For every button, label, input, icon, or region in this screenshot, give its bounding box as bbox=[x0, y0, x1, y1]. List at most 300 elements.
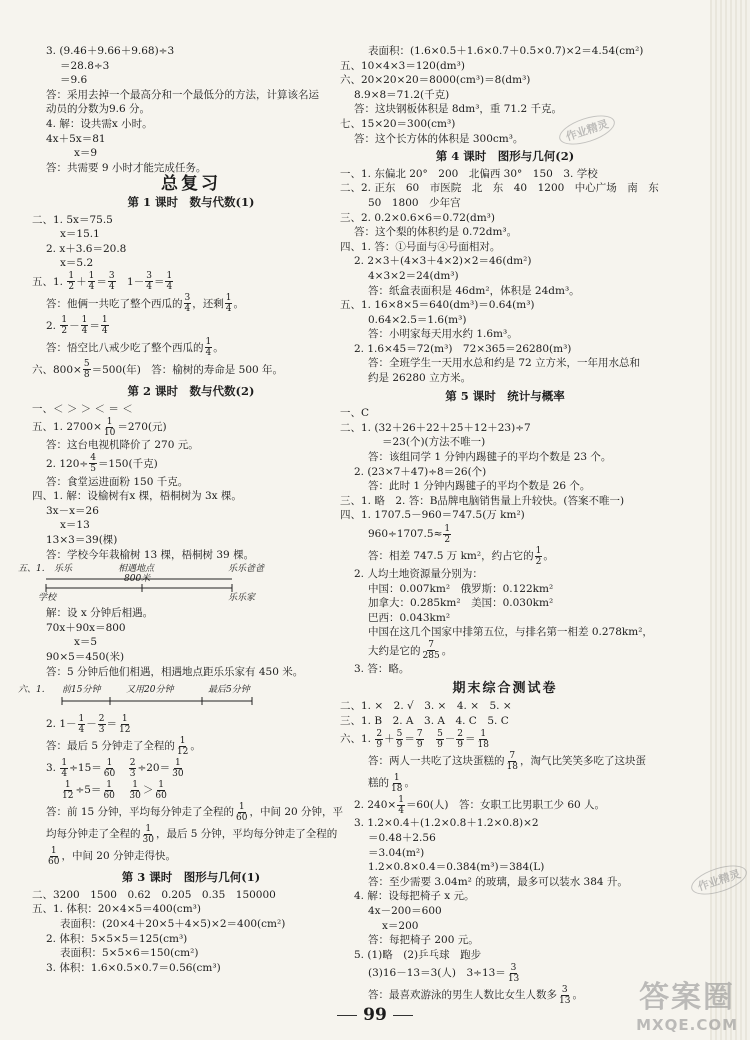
text-run: ，中间 20 分钟走得快。 bbox=[61, 850, 176, 863]
answer-line: 动员的分数为9.6 分。 bbox=[46, 103, 151, 116]
fraction bbox=[184, 293, 192, 314]
fraction-denominator: 12 bbox=[62, 790, 74, 801]
fraction bbox=[83, 359, 91, 380]
answer-line: 二、1. (32＋26＋22＋25＋12＋23)÷7 bbox=[340, 421, 531, 434]
fraction-denominator: 60 bbox=[155, 790, 167, 801]
answer-line-with-fraction bbox=[340, 545, 670, 567]
text-run: ＋ bbox=[384, 733, 395, 746]
diagram2-seg1: 前15分钟 bbox=[62, 685, 101, 696]
answer-line-with-fraction bbox=[32, 315, 350, 337]
fraction-denominator: 3 bbox=[129, 768, 136, 779]
text-run: － bbox=[444, 733, 456, 746]
text-run: － bbox=[69, 319, 80, 332]
answer-line: 答：这台电视机降价了 270 元。 bbox=[46, 439, 199, 452]
answer-line-with-fraction bbox=[340, 794, 670, 816]
fraction-denominator: 18 bbox=[506, 761, 518, 772]
fraction-denominator: 18 bbox=[391, 783, 403, 794]
answer-line: 表面积：(1.6×0.5＋1.6×0.7＋0.5×0.7)×2＝4.54(cm²) bbox=[368, 45, 644, 57]
answer-line: 答：共需要 9 小时才能完成任务。 bbox=[46, 161, 207, 174]
fraction-denominator: 18 bbox=[477, 739, 489, 750]
fraction-numerator: 1 bbox=[166, 271, 173, 282]
fraction-denominator: 60 bbox=[103, 768, 116, 779]
answer-line: 答：这块钢板体积是 8dm³，重 71.2 千克。 bbox=[354, 103, 562, 116]
answer-line: ＝9.6 bbox=[60, 74, 88, 87]
fraction bbox=[129, 758, 137, 779]
fraction-numerator: 1 bbox=[179, 735, 186, 746]
fraction bbox=[103, 417, 116, 438]
text-run: 均每分钟走了全程的 bbox=[46, 828, 141, 841]
answer-line: 2. 1.6×45＝72(m³) 72×365＝26280(m³) bbox=[354, 342, 572, 355]
answer-line: 答：采用去掉一个最高分和一个最低分的方法，计算该名运 bbox=[46, 88, 319, 101]
page-number-dash-left bbox=[337, 1015, 357, 1016]
answer-line: 五、1. 16×8×5＝640(dm³)＝0.64(m³) bbox=[340, 299, 535, 312]
text-run: 五、1. bbox=[32, 275, 67, 288]
answer-line: 答：至少需要 3.04m² 的玻璃，最多可以装水 384 升。 bbox=[368, 875, 628, 888]
meeting-diagram-lines bbox=[32, 564, 332, 604]
answer-line: 答：这个长方体的体积是 300cm³。 bbox=[354, 132, 524, 145]
fraction bbox=[416, 729, 424, 750]
answer-line: 答：食堂运进面粉 150 千克。 bbox=[46, 475, 189, 488]
fraction-denominator: 9 bbox=[416, 739, 423, 750]
fraction-denominator: 4 bbox=[398, 805, 404, 816]
answer-line-with-fraction bbox=[32, 845, 350, 867]
fraction-numerator: 1 bbox=[393, 772, 400, 783]
walk-segments-diagram bbox=[18, 681, 350, 711]
fraction-numerator: 1 bbox=[64, 779, 71, 790]
answer-line-with-fraction bbox=[32, 801, 350, 823]
text-run: 答：他俩一共吃了整个西瓜的 bbox=[46, 297, 183, 310]
answer-line: 3. 答：略。 bbox=[354, 662, 410, 675]
fraction-numerator: 1 bbox=[238, 801, 245, 812]
fraction-numerator: 2 bbox=[98, 713, 105, 724]
fraction bbox=[375, 729, 383, 750]
answer-line: 加拿大：0.285km² 美国：0.030km² bbox=[368, 597, 554, 610]
answer-line-with-fraction bbox=[340, 750, 670, 772]
answer-line: 2. 体积：5×5×5＝125(cm³) bbox=[46, 932, 188, 945]
fraction bbox=[558, 985, 571, 1006]
answer-line: 0.64×2.5＝1.6(m³) bbox=[368, 313, 467, 326]
fraction bbox=[477, 729, 490, 750]
answer-line: 五、10×4×3＝120(dm³) bbox=[340, 59, 465, 72]
fraction bbox=[396, 729, 404, 750]
text-run: ÷5＝ bbox=[75, 784, 102, 797]
answer-line: 二、1. 5x＝75.5 bbox=[32, 213, 113, 226]
diagram-label-home: 乐乐家 bbox=[228, 593, 256, 604]
fraction-denominator: 60 bbox=[236, 812, 248, 823]
lesson-heading: 第 4 课时 图形与几何(2) bbox=[435, 149, 575, 164]
diagram-prefix: 五、1. bbox=[18, 564, 45, 575]
fraction-numerator: 1 bbox=[121, 713, 128, 724]
answer-line-with-fraction bbox=[32, 337, 350, 359]
fraction-denominator: 9 bbox=[376, 739, 383, 750]
fraction bbox=[128, 780, 141, 801]
fraction-numerator: 1 bbox=[174, 757, 181, 768]
answer-line-with-fraction bbox=[32, 359, 350, 381]
watermark-stamp: 作业精灵 bbox=[688, 860, 750, 901]
text-run: 答：两人一共吃了这块蛋糕的 bbox=[368, 755, 505, 768]
fraction-denominator: 13 bbox=[507, 973, 520, 984]
fraction bbox=[60, 758, 68, 779]
fraction-denominator: 4 bbox=[184, 304, 191, 315]
text-run: ，中间 20 分钟，平 bbox=[249, 806, 344, 819]
answer-line: x＝13 bbox=[60, 519, 90, 532]
text-run: ÷20＝ bbox=[137, 762, 171, 775]
text-run: 答：最后 5 分钟走了全程的 bbox=[46, 740, 175, 753]
fraction-numerator: 3 bbox=[561, 984, 568, 995]
watermark-title: 答案圈 bbox=[639, 980, 736, 1015]
fraction-denominator: 30 bbox=[172, 768, 184, 779]
left-column bbox=[18, 44, 350, 975]
answer-line-with-fraction bbox=[32, 293, 350, 315]
text-run: ＝ bbox=[96, 275, 107, 288]
fraction-denominator: 4 bbox=[78, 724, 85, 735]
page-number-value: 99 bbox=[363, 1005, 387, 1025]
answer-line: 3. (9.46＋9.66＋9.68)÷3 bbox=[46, 45, 175, 57]
text-run: 六、800× bbox=[32, 363, 82, 376]
answer-line: 1.2×0.8×0.4＝0.384(m³)＝384(L) bbox=[368, 861, 545, 874]
fraction-denominator: 8 bbox=[83, 370, 90, 381]
lesson-heading: 第 3 课时 图形与几何(1) bbox=[121, 870, 261, 885]
meeting-diagram bbox=[18, 564, 350, 604]
answer-line: 答：纸盒表面积是 46dm²，体积是 24dm³。 bbox=[368, 284, 580, 297]
fraction-denominator: 4 bbox=[101, 326, 108, 337]
fraction bbox=[103, 758, 116, 779]
fraction bbox=[81, 315, 89, 336]
text-run: ＝500(年) 答：榆树的寿命是 500 年。 bbox=[91, 363, 284, 376]
text-run: 。 bbox=[572, 989, 583, 1002]
answer-line: 2. 2×3＋(4×3＋4×2)×2＝46(dm²) bbox=[354, 255, 532, 268]
watermark-url: MXQE.COM bbox=[636, 1016, 738, 1034]
answer-line-with-fraction bbox=[32, 823, 350, 845]
fraction-numerator: 1 bbox=[50, 845, 57, 856]
fraction-numerator: 1 bbox=[106, 757, 113, 768]
text-run: 答：悟空比八戒少吃了整个西瓜的 bbox=[46, 341, 204, 354]
fraction bbox=[436, 729, 444, 750]
text-run: 。 bbox=[190, 740, 201, 753]
answer-line: 4x＋5x＝81 bbox=[46, 132, 106, 145]
fraction bbox=[390, 773, 403, 794]
text-run: 2. 240× bbox=[354, 799, 397, 812]
fraction-numerator: 1 bbox=[225, 293, 232, 304]
text-run: 大约是它的 bbox=[368, 644, 421, 657]
fraction-numerator: 4 bbox=[90, 453, 96, 464]
diagram-label-dad: 乐乐爸爸 bbox=[228, 564, 265, 575]
answer-line: 三、2. 0.2×0.6×6＝0.72(dm³) bbox=[340, 211, 495, 224]
fraction bbox=[456, 729, 464, 750]
answer-line: ＝28.8÷3 bbox=[60, 59, 110, 72]
fraction-denominator: 4 bbox=[108, 282, 115, 293]
answer-line: 4×3×2＝24(dm³) bbox=[368, 269, 459, 282]
text-run: ，最后 5 分钟，平均每分钟走了全程的 bbox=[155, 828, 338, 841]
text-run: ＝ bbox=[106, 718, 118, 731]
fraction bbox=[60, 315, 68, 336]
text-run: ÷15＝ bbox=[69, 762, 102, 775]
text-run: 2. bbox=[46, 319, 60, 332]
diagram-distance: 800米 bbox=[124, 574, 151, 585]
fraction bbox=[235, 802, 248, 823]
text-run: (3)16－13＝3(人) 3÷13＝ bbox=[368, 967, 506, 980]
lesson-heading: 第 1 课时 数与代数(1) bbox=[127, 194, 255, 209]
answer-line: ＝3.04(m²) bbox=[368, 846, 425, 859]
text-run: 答：相差 747.5 万 km²，约占它的 bbox=[368, 550, 534, 562]
answer-line: 四、1. 答：①号面与④号面相对。 bbox=[340, 240, 501, 253]
fraction-numerator: 2 bbox=[457, 728, 464, 739]
answer-line: 4. 解：设每把椅子 x 元。 bbox=[354, 890, 475, 903]
fraction-numerator: 1 bbox=[398, 794, 404, 805]
fraction-numerator: 1 bbox=[61, 757, 68, 768]
text-run: ＝60(人) 答：女职工比男职工少 60 人。 bbox=[405, 799, 606, 812]
fraction-numerator: 1 bbox=[78, 713, 85, 724]
fraction bbox=[225, 293, 233, 314]
fraction-numerator: 7 bbox=[509, 750, 516, 761]
answer-line-with-fraction bbox=[32, 271, 350, 293]
fraction-denominator: 285 bbox=[422, 651, 440, 662]
review-title: 总复习 bbox=[161, 174, 221, 195]
answer-line-with-fraction bbox=[32, 757, 350, 779]
site-watermark bbox=[636, 972, 738, 1034]
text-run: ＝ bbox=[153, 275, 165, 288]
text-run bbox=[117, 762, 128, 774]
answer-line: 3. 体积：1.6×0.5×0.7＝0.56(cm³) bbox=[46, 961, 221, 974]
answer-line-with-fraction bbox=[340, 640, 670, 662]
right-column bbox=[340, 44, 670, 1006]
text-run: ＞ bbox=[142, 784, 154, 797]
fraction bbox=[47, 846, 60, 867]
fraction bbox=[443, 524, 451, 545]
answer-line: 答：每把椅子 200 元。 bbox=[368, 934, 479, 947]
answer-line: 50 1800 少年宫 bbox=[368, 196, 461, 209]
text-run: 。 bbox=[404, 777, 415, 790]
diagram2-seg3: 最后5分钟 bbox=[208, 685, 250, 696]
text-run: 2. 1－ bbox=[46, 718, 77, 731]
answer-line: 三、1. B 2. A 3. A 4. C 5. C bbox=[340, 714, 509, 727]
answer-line: 表面积：(20×4＋20×5＋4×5)×2＝400(cm²) bbox=[60, 918, 286, 930]
fraction-denominator: 2 bbox=[61, 326, 68, 337]
fraction-numerator: 1 bbox=[205, 337, 212, 348]
fraction-denominator: 2 bbox=[444, 534, 451, 545]
answer-line: 二、1. × 2. √ 3. × 4. × 5. × bbox=[340, 700, 512, 713]
fraction-numerator: 1 bbox=[106, 416, 113, 427]
fraction bbox=[118, 714, 131, 735]
answer-line: 一、C bbox=[340, 407, 370, 420]
fraction bbox=[142, 824, 155, 845]
fraction bbox=[205, 337, 213, 358]
answer-line: 答：5 分钟后他们相遇，相遇地点距乐乐家有 450 米。 bbox=[46, 665, 304, 678]
text-run: 答：前 15 分钟，平均每分钟走了全程的 bbox=[46, 806, 235, 819]
fraction bbox=[89, 453, 97, 474]
fraction-numerator: 1 bbox=[101, 315, 108, 326]
diagram-label-school: 学校 bbox=[38, 593, 57, 604]
fraction-numerator: 7 bbox=[416, 728, 423, 739]
answer-line: 一、1. 东偏北 20° 200 北偏西 30° 150 3. 学校 bbox=[340, 167, 598, 180]
text-run: ＋ bbox=[76, 275, 87, 288]
text-run: ＝ bbox=[89, 319, 100, 332]
answer-line: 4x－200＝600 bbox=[368, 904, 442, 917]
answer-line: 4. 解：设共需x 小时。 bbox=[46, 117, 153, 130]
answer-line: 90×5＝450(米) bbox=[46, 651, 125, 664]
answer-line: ＝23(个)(方法不唯一) bbox=[382, 436, 486, 449]
fraction bbox=[78, 714, 86, 735]
fraction bbox=[61, 780, 74, 801]
answer-line: 5. (1)略 (2)乒乓球 跑步 bbox=[354, 948, 482, 961]
fraction-denominator: 9 bbox=[396, 739, 403, 750]
fraction bbox=[67, 271, 75, 292]
answer-line: 答：此时 1 分钟内踢毽子的平均个数是 26 个。 bbox=[368, 480, 591, 493]
fraction bbox=[422, 640, 441, 661]
fraction-numerator: 1 bbox=[535, 545, 542, 556]
fraction-numerator: 5 bbox=[437, 728, 443, 739]
fraction bbox=[101, 315, 109, 336]
answer-line: 中国：0.007km² 俄罗斯：0.122km² bbox=[368, 582, 554, 595]
answer-line: 2. x＋3.6＝20.8 bbox=[46, 242, 127, 255]
answer-line: 70x＋90x＝800 bbox=[46, 621, 126, 634]
watermark-stamp: 作业精灵 bbox=[556, 110, 619, 151]
fraction-denominator: 12 bbox=[119, 724, 131, 735]
fraction-numerator: 3 bbox=[184, 293, 191, 304]
answer-line: 二、3200 1500 0.62 0.205 0.35 150000 bbox=[32, 888, 276, 901]
fraction bbox=[397, 795, 405, 816]
fraction-denominator: 3 bbox=[98, 724, 105, 735]
answer-line: 三、1. 略 2. 答：B品牌电脑销售量上升较快。(答案不唯一) bbox=[340, 494, 625, 507]
fraction-numerator: 5 bbox=[83, 359, 90, 370]
fraction-denominator: 4 bbox=[225, 304, 232, 315]
answer-line: 中国在这几个国家中排第五位，与排名第一相差 0.278km²， bbox=[368, 626, 653, 639]
final-test-title: 期末综合测试卷 bbox=[452, 680, 558, 696]
answer-line: 答：该组同学 1 分钟内踢毽子的平均个数是 23 个。 bbox=[368, 451, 612, 464]
fraction bbox=[88, 271, 96, 292]
lesson-heading: 第 5 课时 统计与概率 bbox=[445, 388, 565, 403]
text-run: ，淘气比笑笑多吃了这块蛋 bbox=[519, 755, 646, 768]
answer-line: 七、15×20＝300(cm³) bbox=[340, 117, 456, 130]
text-run: 2. 120÷ bbox=[46, 457, 89, 470]
text-run: ＝ bbox=[465, 733, 476, 746]
fraction-denominator: 10 bbox=[103, 427, 116, 438]
fraction-denominator: 4 bbox=[166, 282, 173, 293]
answer-line: 3x－x＝26 bbox=[46, 504, 99, 517]
answer-line: 答：小明家每天用水约 1.6m³。 bbox=[368, 328, 518, 341]
answer-line: 答：这个梨的体积约是 0.72dm³。 bbox=[354, 226, 518, 239]
fraction bbox=[102, 780, 115, 801]
text-run: 960÷1707.5≈ bbox=[368, 528, 443, 540]
fraction-numerator: 1 bbox=[88, 271, 95, 282]
text-run: 答：最喜欢游泳的男生人数比女生人数多 bbox=[368, 989, 557, 1002]
fraction-denominator: 2 bbox=[68, 282, 75, 293]
text-run: ＝150(千克) bbox=[97, 457, 158, 470]
text-run: 。 bbox=[213, 341, 224, 354]
answer-line: 答：全班学生一天用水总和约是 72 立方米，一年用水总和 bbox=[368, 357, 641, 370]
fraction-numerator: 3 bbox=[146, 271, 152, 282]
fraction-denominator: 4 bbox=[61, 768, 68, 779]
answer-line: 五、1. 体积：20×4×5＝400(cm³) bbox=[32, 903, 201, 916]
text-run: 六、1. bbox=[340, 733, 375, 746]
fraction-denominator: 60 bbox=[103, 790, 115, 801]
answer-line-with-fraction bbox=[32, 779, 350, 801]
answer-line: 3. 1.2×0.4＋(1.2×0.8＋1.2×0.8)×2 bbox=[354, 817, 539, 830]
fraction bbox=[145, 271, 153, 292]
answer-line: x＝15.1 bbox=[60, 228, 100, 241]
text-run bbox=[425, 733, 436, 745]
answer-line: 8.9×8＝71.2(千克) bbox=[354, 88, 450, 101]
fraction bbox=[171, 758, 184, 779]
fraction-denominator: 30 bbox=[142, 834, 154, 845]
fraction-denominator: 4 bbox=[81, 326, 88, 337]
answer-line: 2. 人均土地资源量分别为： bbox=[354, 568, 483, 580]
lesson-heading: 第 2 课时 数与代数(2) bbox=[127, 383, 255, 398]
fraction-numerator: 1 bbox=[61, 315, 68, 326]
text-run: 3. bbox=[46, 762, 60, 775]
diagram-label-lele: 乐乐 bbox=[54, 564, 73, 575]
fraction-numerator: 1 bbox=[81, 315, 88, 326]
fraction bbox=[535, 546, 543, 567]
fraction-denominator: 4 bbox=[205, 348, 212, 359]
answer-line-with-fraction bbox=[340, 728, 670, 750]
answer-line: 解：设 x 分钟后相遇。 bbox=[46, 607, 154, 620]
fraction-numerator: 2 bbox=[129, 757, 136, 768]
answer-line: 一、＜ ＞ ＞ ＜ ＝ ＜ bbox=[32, 402, 133, 415]
answer-line: 巴西：0.043km² bbox=[368, 611, 451, 624]
fraction bbox=[506, 751, 519, 772]
fraction bbox=[98, 714, 106, 735]
fraction bbox=[154, 780, 167, 801]
fraction-numerator: 3 bbox=[510, 962, 517, 973]
fraction-denominator: 13 bbox=[559, 995, 571, 1006]
fraction-denominator: 4 bbox=[146, 282, 152, 293]
text-run: ，还剩 bbox=[192, 297, 224, 310]
answer-line: x＝5.2 bbox=[60, 257, 94, 270]
text-run: ＝ bbox=[404, 733, 415, 746]
fraction-denominator: 5 bbox=[90, 464, 96, 475]
fraction bbox=[176, 736, 189, 757]
answer-line-with-fraction bbox=[340, 962, 670, 984]
fraction-numerator: 1 bbox=[68, 271, 75, 282]
fraction-denominator: 9 bbox=[437, 739, 443, 750]
page-number-dash-right bbox=[393, 1015, 413, 1016]
answer-line: 六、20×20×20＝8000(cm³)＝8(dm³) bbox=[340, 74, 531, 87]
fraction-denominator: 9 bbox=[457, 739, 464, 750]
answer-line: 2. (23×7＋47)÷8＝26(个) bbox=[354, 465, 487, 478]
diagram2-prefix: 六、1. bbox=[18, 685, 45, 696]
text-run: 五、1. 2700× bbox=[32, 421, 102, 434]
answer-line: 二、2. 正东 60 市医院 北 东 40 1200 中心广场 南 东 bbox=[340, 182, 659, 195]
answer-line: x＝9 bbox=[74, 147, 98, 160]
answer-line-with-fraction bbox=[32, 713, 350, 735]
fraction-numerator: 7 bbox=[428, 640, 434, 651]
answer-line: x＝200 bbox=[382, 919, 419, 932]
answer-line: 约是 26280 立方米。 bbox=[368, 372, 472, 385]
fraction-denominator: 60 bbox=[48, 856, 60, 867]
fraction-denominator: 4 bbox=[88, 282, 95, 293]
text-run: ＝270(元) bbox=[117, 421, 167, 434]
answer-line: 四、1. 1707.5－960＝747.5(万 km²) bbox=[340, 509, 525, 522]
answer-line: 13×3＝39(棵) bbox=[46, 534, 118, 547]
fraction bbox=[165, 271, 173, 292]
diagram-label-meet: 相遇地点 bbox=[118, 564, 155, 575]
text-run: 。 bbox=[441, 644, 453, 657]
answer-line-with-fraction bbox=[340, 523, 670, 545]
answer-line: 四、1. 解：设榆树有x 棵，梧桐树为 3x 棵。 bbox=[32, 490, 242, 503]
answer-line-with-fraction bbox=[32, 735, 350, 757]
fraction-denominator: 2 bbox=[535, 556, 542, 567]
fraction-numerator: 5 bbox=[396, 728, 403, 739]
fraction bbox=[507, 963, 520, 984]
fraction-numerator: 1 bbox=[132, 779, 138, 790]
answer-line: 答：学校今年栽榆树 13 棵，梧桐树 39 棵。 bbox=[46, 548, 255, 561]
text-run: 。 bbox=[233, 297, 244, 310]
text-run: － bbox=[86, 718, 97, 731]
answer-line-with-fraction bbox=[340, 772, 670, 794]
text-run: 糕的 bbox=[368, 777, 389, 790]
fraction-numerator: 1 bbox=[480, 728, 487, 739]
